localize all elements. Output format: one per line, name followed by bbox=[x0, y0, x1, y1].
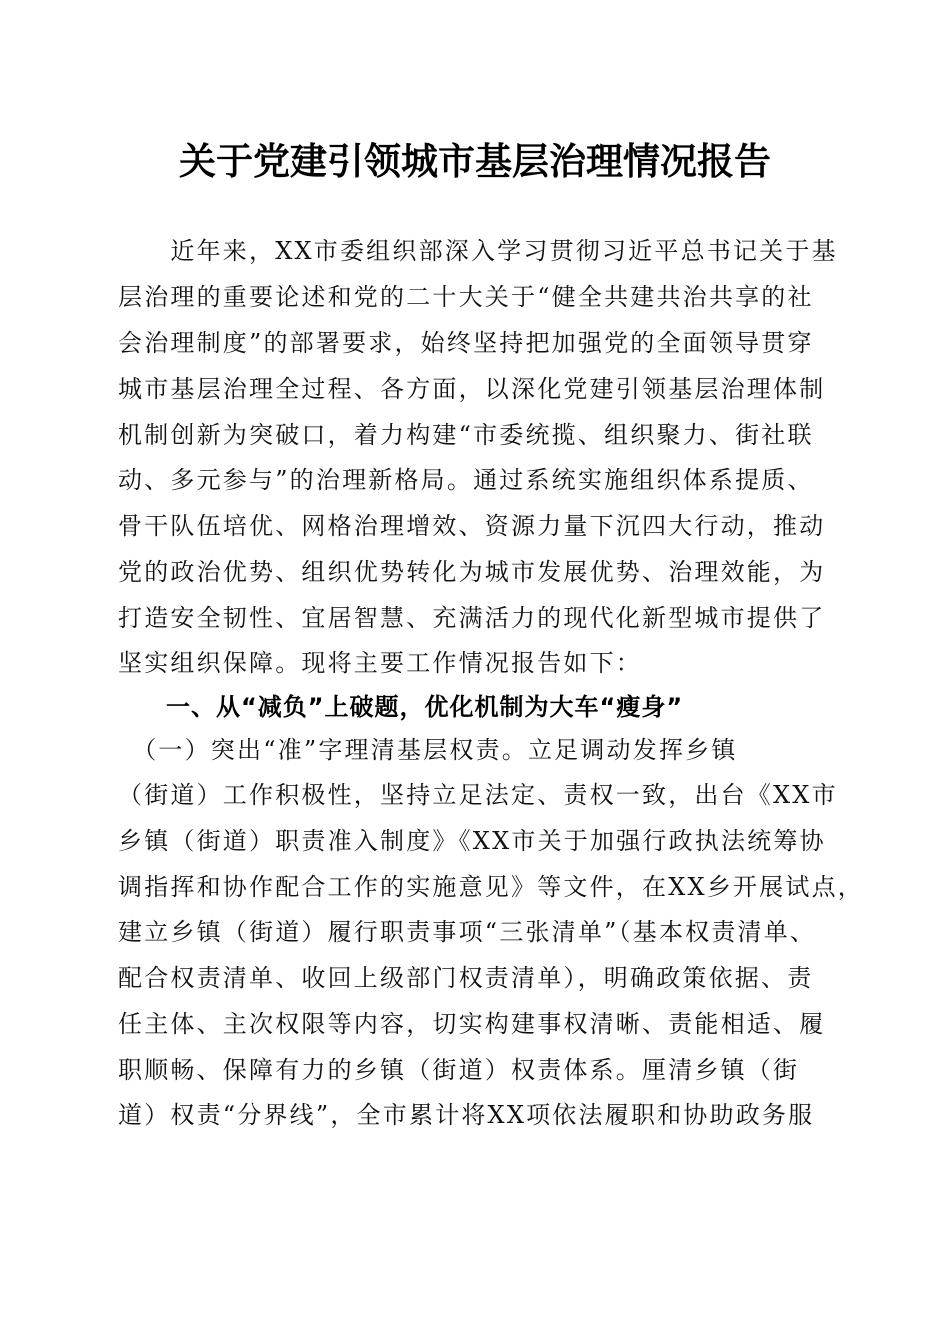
section-line: 道）权责“分界线”，全市累计将XX项依法履职和协助政务服 bbox=[118, 1101, 815, 1129]
intro-line: 坚实组织保障。现将主要工作情况报告如下： bbox=[118, 649, 642, 677]
intro-line: 机制创新为突破口，着力构建“市委统揽、组织聚力、街社联 bbox=[118, 421, 814, 449]
document-title: 关于党建引领城市基层治理情况报告 bbox=[179, 139, 771, 183]
intro-line: 层治理的重要论述和党的二十大关于“健全共建共治共享的社 bbox=[118, 283, 814, 311]
section-line: 乡镇（街道）职责准入制度》《XX市关于加强行政执法统筹协 bbox=[118, 827, 826, 855]
section-line: 职顺畅、保障有力的乡镇（街道）权责体系。厘清乡镇（街 bbox=[118, 1056, 800, 1084]
intro-line: 近年来，XX市委组织部深入学习贯彻习近平总书记关于基 bbox=[118, 237, 838, 265]
intro-line: 动、多元参与”的治理新格局。通过系统实施组织体系提质、 bbox=[118, 466, 814, 494]
section-line: （一）突出“准”字理清基层权责。立足调动发挥乡镇 bbox=[118, 736, 738, 764]
section-line: 建立乡镇（街道）履行职责事项“三张清单”（基本权责清单、 bbox=[118, 918, 817, 946]
section-line: 配合权责清单、收回上级部门权责清单），明确政策依据、责 bbox=[118, 964, 814, 992]
intro-line: 会治理制度”的部署要求，始终坚持把加强党的全面领导贯穿 bbox=[118, 329, 814, 357]
section-heading: 一、从“减负”上破题，优化机制为大车“瘦身” bbox=[166, 693, 684, 721]
intro-line: 党的政治优势、组织优势转化为城市发展优势、治理效能，为 bbox=[118, 558, 826, 586]
section-line: 调指挥和协作配合工作的实施意见》等文件，在XX乡开展试点， bbox=[118, 873, 864, 901]
section-line: 任主体、主次权限等内容，切实构建事权清晰、责能相适、履 bbox=[118, 1010, 826, 1038]
intro-line: 骨干队伍培优、网格治理增效、资源力量下沉四大行动，推动 bbox=[118, 512, 826, 540]
intro-line: 城市基层治理全过程、各方面，以深化党建引领基层治理体制 bbox=[118, 375, 826, 403]
section-line: （街道）工作积极性，坚持立足法定、责权一致，出台《XX市 bbox=[118, 781, 838, 809]
intro-line: 打造安全韧性、宜居智慧、充满活力的现代化新型城市提供了 bbox=[118, 604, 826, 632]
